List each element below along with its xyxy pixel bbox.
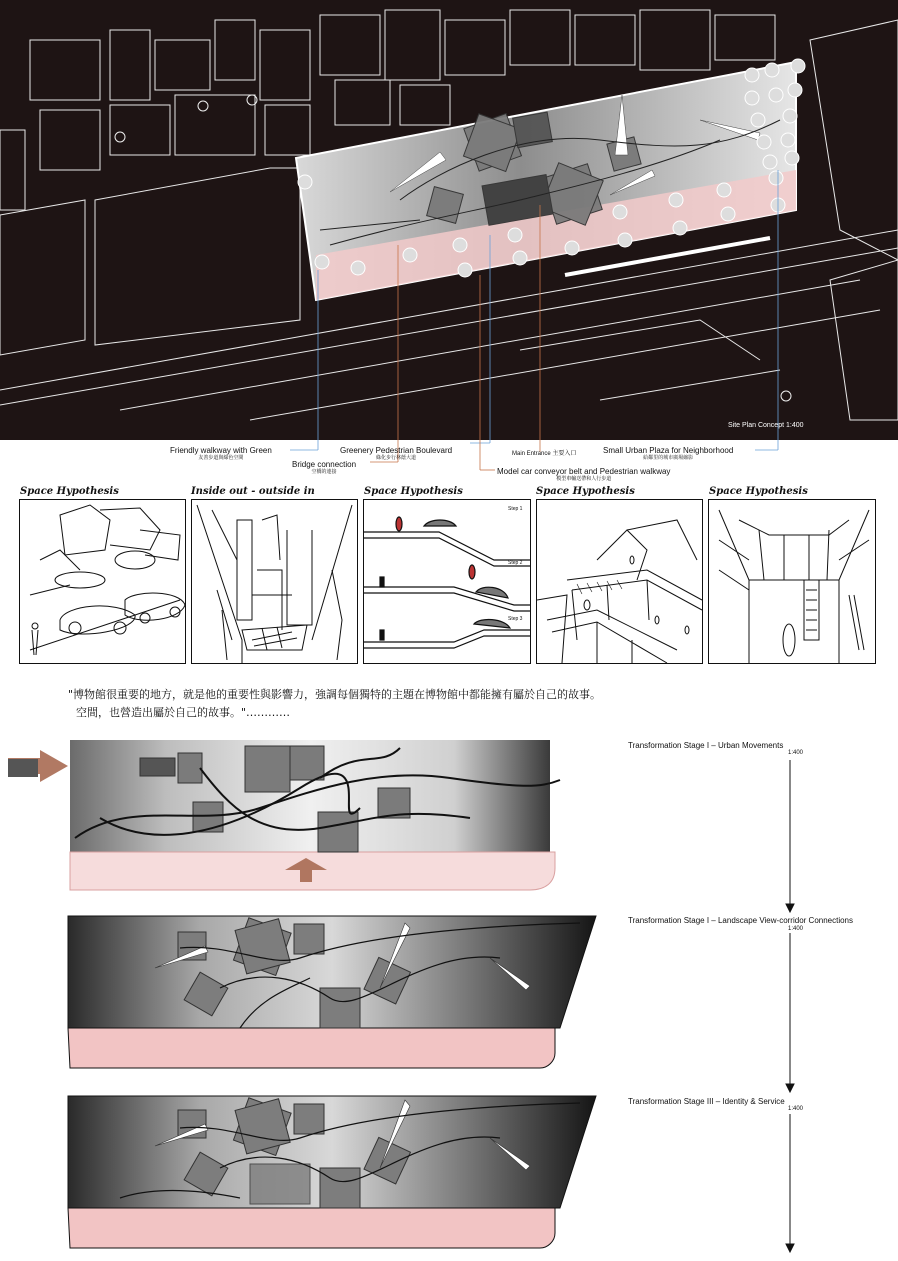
stage-1-scale: 1:400 xyxy=(788,750,804,756)
tree-icon xyxy=(745,68,759,82)
sketch-ramps xyxy=(536,499,703,664)
step-2-label: Step 2 xyxy=(508,560,523,566)
tree-icon xyxy=(351,261,365,275)
step-3-label: Step 3 xyxy=(508,616,523,622)
callout-conveyor-belt: Model car conveyor belt and Pedestrian walkway 模型車輸送帶和人行步道 xyxy=(497,467,671,482)
sketch-inside-out xyxy=(191,499,358,664)
step-1-label: Step 1 xyxy=(508,506,523,512)
site-plan xyxy=(0,0,898,440)
sketch-stair-atrium xyxy=(708,499,876,664)
site-plan-drawing xyxy=(0,0,898,440)
tree-icon xyxy=(769,171,783,185)
tree-icon xyxy=(769,88,783,102)
stage-3-title: Transformation Stage III – Identity & Service xyxy=(628,1097,785,1106)
callout-main-entrance: Main Entrance 主要入口 xyxy=(512,451,577,457)
stage-1-diagram xyxy=(8,740,560,890)
tree-icon xyxy=(613,205,627,219)
tree-icon xyxy=(763,155,777,169)
hypothesis-title-5: Space Hypothesis xyxy=(709,486,808,497)
tree-icon xyxy=(757,135,771,149)
tree-icon xyxy=(721,207,735,221)
quote-line-2: 空間，也營造出屬於自己的故事。"………… xyxy=(76,706,291,719)
stage-3-diagram xyxy=(68,1096,596,1248)
tree-icon xyxy=(781,133,795,147)
tree-icon xyxy=(673,221,687,235)
tree-icon xyxy=(453,238,467,252)
tree-icon xyxy=(717,183,731,197)
tree-icon xyxy=(788,83,802,97)
tree-icon xyxy=(458,263,472,277)
tree-icon xyxy=(751,113,765,127)
callout-bridge-connection: Bridge connection 空橋的連接 xyxy=(292,460,357,475)
callout-greenery-boulevard: Greenery Pedestrian Boulevard 綠化步行林蔭大道 xyxy=(340,446,453,461)
stage-1-title: Transformation Stage I – Urban Movements xyxy=(628,741,784,750)
callout-urban-plaza: Small Urban Plaza for Neighborhood 給鄰里的城市廣場縮影 xyxy=(603,446,734,461)
hypothesis-title-4: Space Hypothesis xyxy=(536,486,635,497)
stage-3-scale: 1:400 xyxy=(788,1106,804,1112)
tree-icon xyxy=(565,241,579,255)
hypothesis-title-2: Inside out - outside in xyxy=(191,486,315,497)
stage-progression-arrows xyxy=(780,758,800,1258)
sketch-cars-plaza xyxy=(19,499,186,664)
tree-icon xyxy=(403,248,417,262)
tree-icon xyxy=(669,193,683,207)
tree-icon xyxy=(298,175,312,189)
stage-2-diagram xyxy=(68,916,596,1068)
sketch-conveyor-steps xyxy=(363,499,531,664)
callout-friendly-walkway: Friendly walkway with Green 友善步道與綠色空間 xyxy=(170,446,272,461)
tree-icon xyxy=(783,109,797,123)
transformation-diagrams xyxy=(0,728,620,1261)
tree-icon xyxy=(513,251,527,265)
tree-icon xyxy=(791,59,805,73)
tree-icon xyxy=(508,228,522,242)
quote-line-1: "博物館很重要的地方，就是他的重要性與影響力，強調每個獨特的主題在博物館中都能擁有屬於自己的故事。 xyxy=(68,688,602,701)
tree-icon xyxy=(745,91,759,105)
tree-icon xyxy=(785,151,799,165)
site-plan-scale: Site Plan Concept 1:400 xyxy=(728,422,804,429)
hypothesis-title-1: Space Hypothesis xyxy=(20,486,119,497)
tree-icon xyxy=(765,63,779,77)
stage-2-title: Transformation Stage I – Landscape View-corridor Connections xyxy=(628,916,854,925)
hypothesis-title-3: Space Hypothesis xyxy=(364,486,463,497)
tree-icon xyxy=(618,233,632,247)
tree-icon xyxy=(315,255,329,269)
stage-2-scale: 1:400 xyxy=(788,926,804,932)
